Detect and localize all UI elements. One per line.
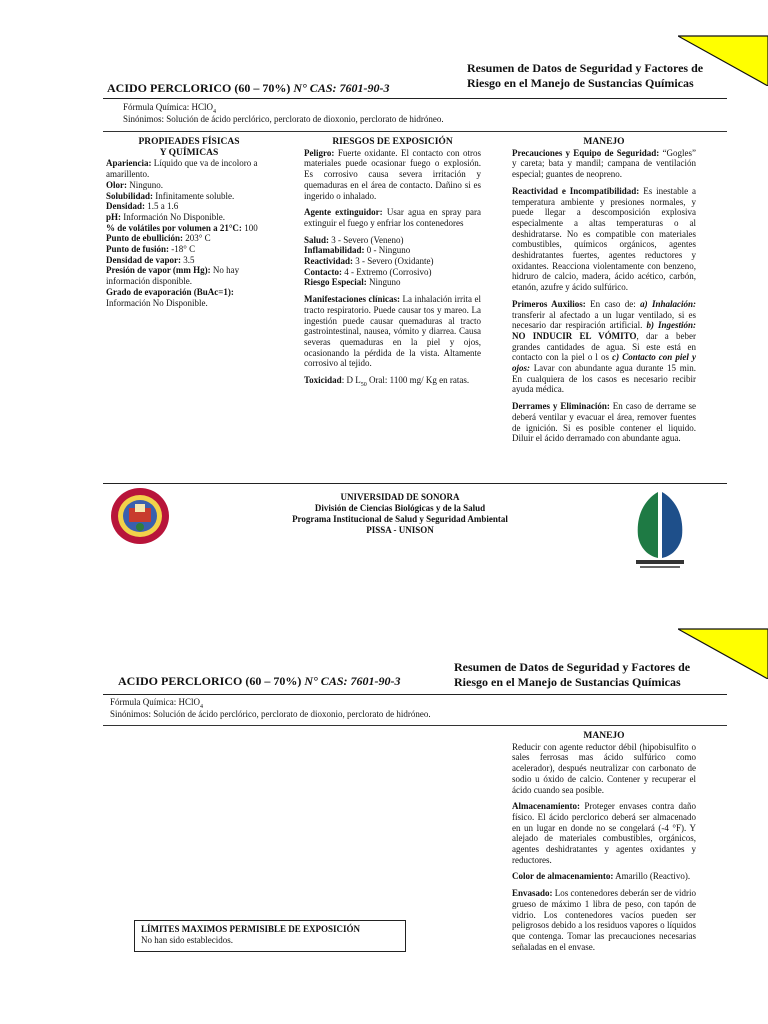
storage-paragraph: Almacenamiento: Proteger envases contra daño físico. El ácido perclorico deberá ser almacenado en un lugar en donde no se congelará (-4 °F). Y alejado de materiales combustibles, orgánicos, agentes deshidratantes y agentes oxidantes y reductores. [512,801,696,865]
spills-paragraph: Derrames y Eliminación: En caso de derrame se deberá ventilar y evacuar el área, remover fuentes de ignición. Si es posible contener el liquido. Diluir el ácido derramado con abundante agua. [512,401,696,444]
packaging-paragraph: Envasado: Los contenedores deberán ser de vidrio grueso de máximo 1 libra de peso, con tapón de vidrio. Los contenedores vacíos pueden ser peligrosos debido a los residuos vapores o líquidos que contenga. Tomar las precauciones necesarias señaladas en el envase. [512,888,697,952]
page1-meta-rule [103,131,727,132]
column-heading: MANEJO [583,731,625,741]
limits-title: LÍMITES MAXIMOS PERMISIBLE DE EXPOSICIÓN [141,924,361,934]
exposure-limits-box [134,920,406,952]
property-item: Presión de vapor (mm Hg): No hay información disponible. [106,265,240,287]
properties-list [106,158,272,308]
property-item: Densidad de vapor: 3.5 [106,254,195,265]
property-item: Grado de evaporación (BuAc=1): Información No Disponible. [106,286,234,308]
page1-title: ACIDO PERCLORICO (60 – 70%) N° CAS: 7601-90-3 [107,81,390,95]
page2-synonyms: Sinónimos: Solución de ácido perclórico, perclorato de dioxonio, perclorato de hidróneo. [110,709,431,719]
page2-title: ACIDO PERCLORICO (60 – 70%) N° CAS: 7601-90-3 [118,674,401,688]
hazard-paragraph: Peligro: Fuerte oxidante. El contacto con otros materiales puede ocasionar fuego o explosión. Es corrosivo causa severa irritación y quemaduras en el área de contacto. Dañino si es ingerido o inhalado. [304,147,481,201]
property-item: Apariencia: Líquido que va de incoloro a amarillento. [106,158,258,180]
extinguisher-paragraph: Agente extinguidor: Usar agua en spray para extinguir el fuego y enfriar los contenedores [304,207,481,228]
rating-item: Salud: 3 - Severo (Veneno) [304,234,404,245]
neutralize-paragraph: Reducir con agente reductor débil (hipobisulfito o sales ferrosas mas ácido sulfúrico como acelerador), después neutralizar con carbonato de sodio u óxido de calcio. Contener y recuperar el ácido cuando sea posible. [512,741,696,795]
footer-institution: UNIVERSIDAD DE SONORA División de Ciencias Biológicas y de la Salud Programa Institucional de Salud y Seguridad Ambiental PISSA - UNISON [292,492,508,535]
reactivity-paragraph: Reactividad e Incompatibilidad: Es inestable a temperatura ambiente y presiones normales, y puede llegar a descomposición explosiva especialmente a altas temperaturas o al deshidratarse. No es compatible con materiales combustibles, químicos orgánicos, agentes deshidratantes fuertes, agentes reductores y oxidantes. Reacciona violentamente con benzeno, hidruro de calcio, madera, ácido acético, carbón, etanón, azufre y ácido sulfúrico. [512,185,697,293]
handling-column [512,137,696,450]
column-heading: PROPIEADES FÍSICAS [138,137,240,147]
page2-summary-title: Resumen de Datos de Seguridad y Factores de Riesgo en el Manejo de Sustancias Químicas [454,660,691,689]
pissa-logo [630,486,690,574]
rating-item: Reactividad: 3 - Severo (Oxidante) [304,256,434,267]
precautions-paragraph: Precauciones y Equipo de Seguridad: “Gogles” y careta; bata y mandil; campana de ventilación especial; guantes de neopreno. [512,147,696,180]
page2-header-rule [103,694,727,695]
property-item: Punto de ebullición: 203° C [106,233,211,244]
first-aid-paragraph: Primeros Auxilios: En caso de: a) Inhalación: transferir al afectado a un lugar ventilado, si es necesario dar respiración artificial. b) Ingestión: NO INDUCIR EL VÓMITO, dar a beber grandes cantidades de agua. Si este está en contacto con la piel o l os c) Contacto con piel y ojos: Lavar con abundante agua durante 15 min. En cualquiera de los casos es necesario recibir ayuda médica. [512,298,697,395]
column-heading: RIESGOS DE EXPOSICIÓN [332,137,453,147]
page1-formula: Fórmula Química: HClO$_4$ [123,102,216,115]
ratings-list [304,235,481,289]
property-item: Densidad: 1.5 a 1.6 [106,201,179,212]
page2-meta-rule [103,725,727,726]
property-item: Olor: Ninguno. [106,179,163,190]
limits-text: No han sido establecidos. [141,935,233,945]
clinical-paragraph: Manifestaciones clínicas: La inhalación irrita el tracto respiratorio. Puede causar tos y mareo. La ingestión puede causar quemaduras al tracto gastrointestinal, nausea, vómito y diarrea. Causa severas quemaduras en la piel y ojos, ocasionando la pérdida de la vista. Altamente corrosivo al tejido. [304,294,481,369]
column-heading: Y QUÍMICAS [159,147,219,158]
rating-item: Riesgo Especial: Ninguno [304,277,401,288]
column-heading: MANEJO [583,137,625,147]
university-seal-logo [109,486,171,546]
page2-formula: Fórmula Química: HClO$_4$ [110,697,203,710]
toxicity-paragraph: Toxicidad: D $L_{50}$ Oral: 1100 mg/ Kg en ratas. [304,375,470,388]
property-item: % de volátiles por volumen a 21°C: 100 [106,222,258,233]
property-item: pH: Información No Disponible. [106,211,225,222]
rating-item: Inflamabilidad: 0 - Ninguno [304,245,411,256]
page1-synonyms: Sinónimos: Solución de ácido perclórico, perclorato de dioxonio, perclorato de hidróneo. [123,114,444,124]
storage-color-paragraph: Color de almacenamiento: Amarillo (Reactivo). [512,871,691,882]
property-item: Punto de fusión: -18° C [106,244,196,255]
page1-header-rule [103,98,727,99]
property-item: Solubilidad: Infinitamente soluble. [106,190,235,201]
rating-item: Contacto: 4 - Extremo (Corrosivo) [304,266,432,277]
exposure-risks-column [304,137,481,397]
handling-column-page2 [512,731,696,958]
page1-footer-rule [103,483,727,484]
page1-summary-title: Resumen de Datos de Seguridad y Factores de Riesgo en el Manejo de Sustancias Químicas [467,61,704,90]
physical-properties-column [106,137,272,308]
